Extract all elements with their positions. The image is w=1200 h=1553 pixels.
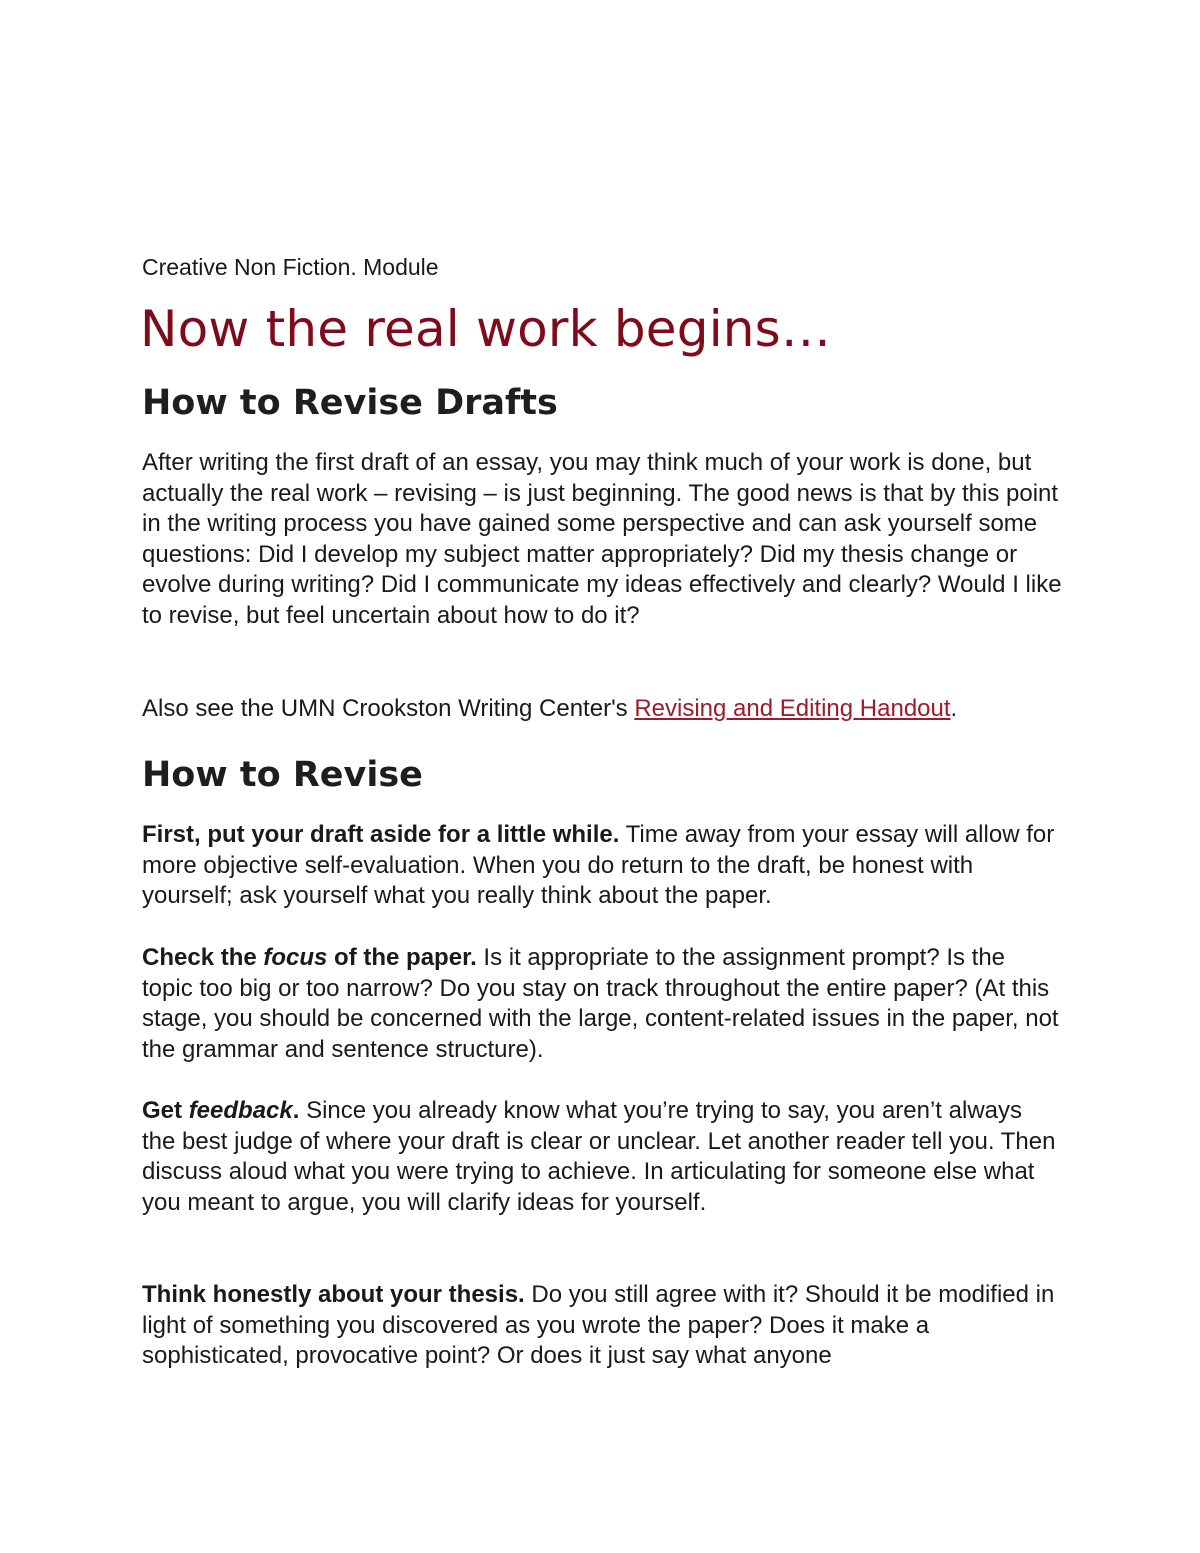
tip-lead: First, put your draft aside for a little while.	[142, 821, 620, 848]
tip-lead	[142, 1097, 299, 1124]
tip-lead-part: Check the	[142, 944, 264, 971]
tip-body: Time away from your essay will allow for more objective self-evaluation. When you do return to the draft, be honest with yourself; ask yourself what you really think about the paper.	[142, 821, 1055, 909]
tip-lead-part: Get	[142, 1097, 189, 1124]
see-also-prefix: Also see the UMN Crookston Writing Center's	[142, 695, 635, 722]
tip-paragraph-draft-aside	[142, 820, 1062, 912]
tip-body: Do you still agree with it? Should it be modified in light of something you discovered as you wrote the paper? Does it make a sophisticated, provocative point? Or does it just say what anyone	[142, 1281, 1055, 1369]
section-heading-revise-drafts: How to Revise Drafts	[142, 383, 558, 423]
see-also-suffix: .	[950, 695, 958, 722]
section-heading-how-to-revise: How to Revise	[142, 755, 423, 795]
tip-lead-emphasis: feedback	[188, 1097, 293, 1124]
tip-lead-part: of the paper.	[327, 944, 477, 971]
tip-paragraph-feedback	[142, 1096, 1062, 1218]
tip-lead-part: .	[292, 1097, 300, 1124]
module-label: Creative Non Fiction. Module	[142, 254, 439, 280]
tip-lead: Think honestly about your thesis.	[142, 1281, 525, 1308]
tip-paragraph-focus	[142, 943, 1062, 1065]
tip-lead-emphasis: focus	[263, 944, 328, 971]
tip-body: Since you already know what you’re trying to say, you aren’t always the best judge of where your draft is clear or unclear. Let another reader tell you. Then discuss aloud what you were trying to achieve. In articulating for someone else what you meant to argue, you will clarify ideas for yourself.	[142, 1097, 1056, 1216]
revising-handout-link[interactable]: Revising and Editing Handout	[634, 695, 951, 722]
page-title: Now the real work begins…	[140, 300, 832, 358]
see-also-paragraph	[142, 694, 1062, 725]
intro-paragraph: After writing the first draft of an essay, you may think much of your work is done, but actually the real work – revising – is just beginning. The good news is that by this point in the writing process you have gained some perspective and can ask yourself some questions: Did I develop my subject matter appropriately? Did my thesis change or evolve during writing? Did I communicate my ideas effectively and clearly? Would I like to revise, but feel uncertain about how to do it?	[142, 449, 1062, 629]
tip-lead	[142, 944, 477, 971]
tip-paragraph-thesis	[142, 1280, 1062, 1372]
tip-body: Is it appropriate to the assignment prompt? Is the topic too big or too narrow? Do you stay on track throughout the entire paper? (At this stage, you should be concerned with the large, content-related issues in the paper, not the grammar and sentence structure).	[142, 944, 1059, 1063]
